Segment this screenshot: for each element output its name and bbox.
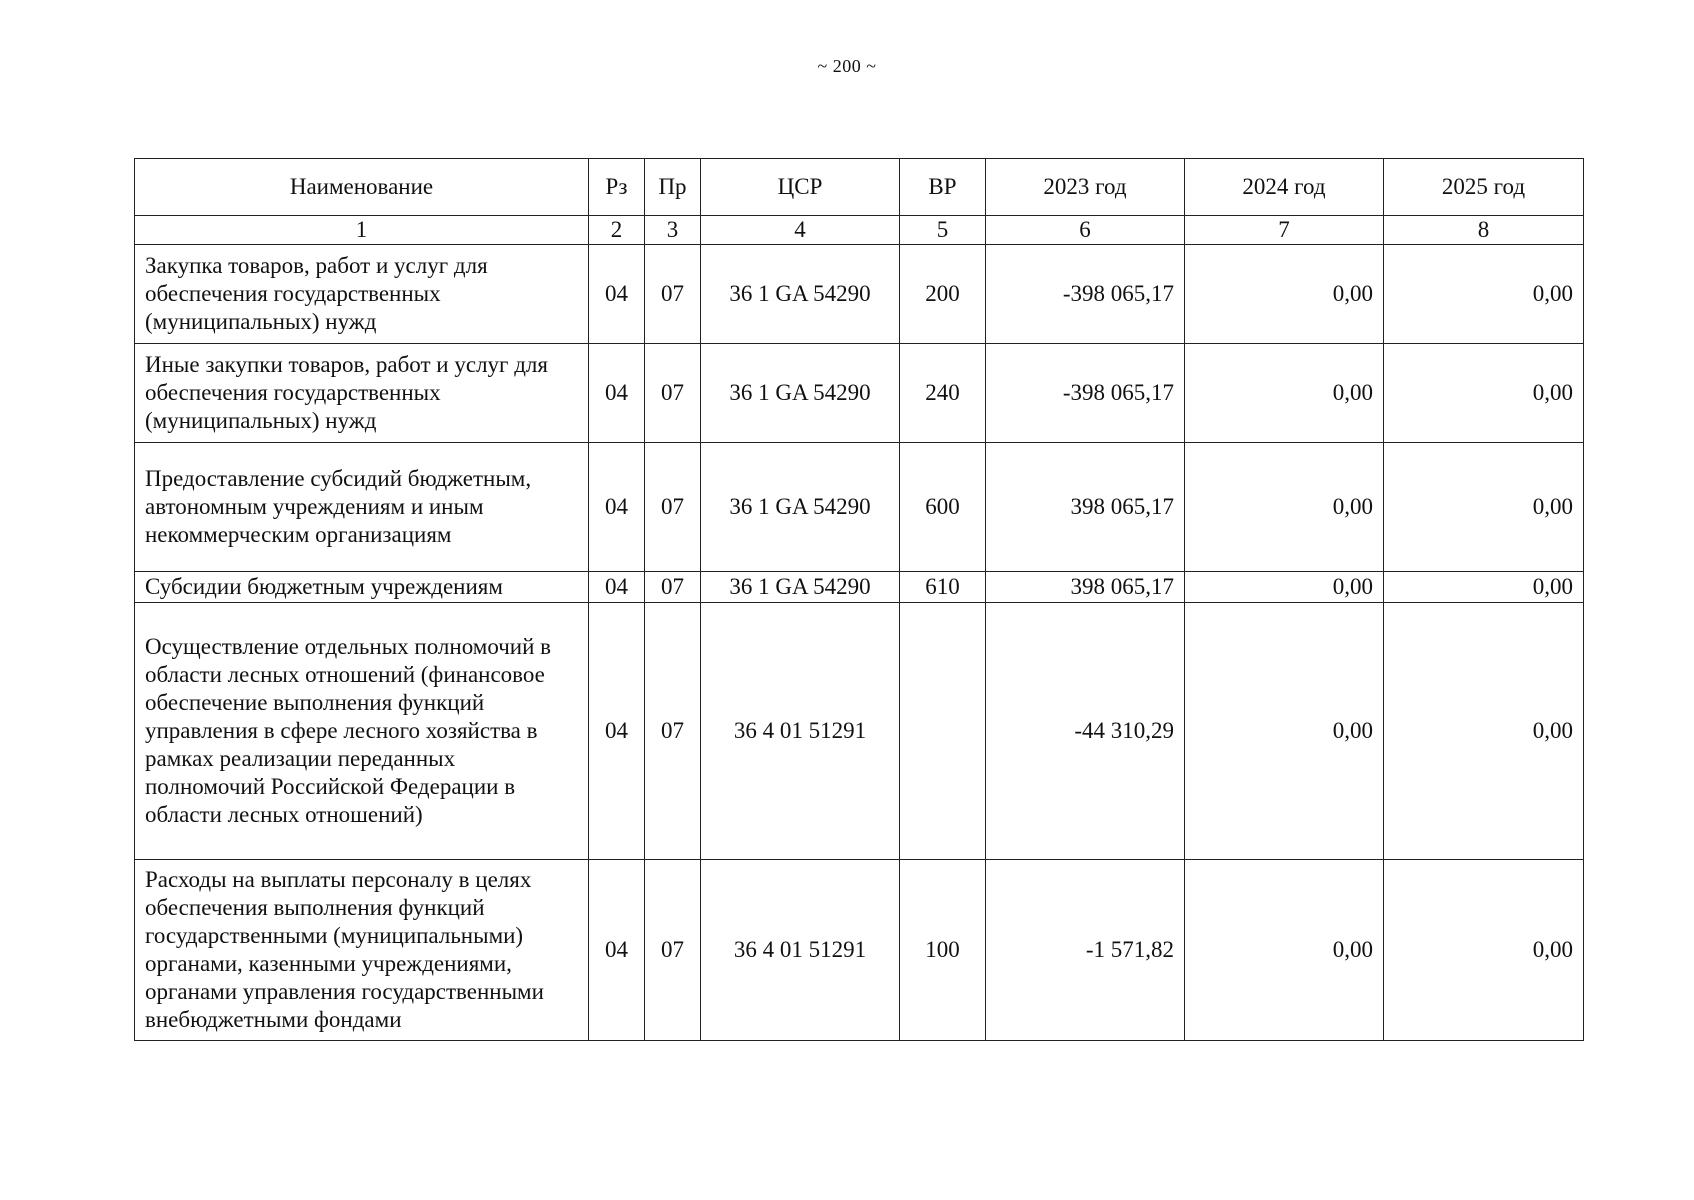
table-row bbox=[135, 603, 1584, 860]
row-2024: 0,00 bbox=[1185, 860, 1384, 1041]
header-name: Наименование bbox=[135, 159, 589, 216]
table-row bbox=[135, 860, 1584, 1041]
row-2023: 398 065,17 bbox=[986, 443, 1185, 572]
row-csr: 36 4 01 51291 bbox=[701, 860, 900, 1041]
row-csr: 36 1 GA 54290 bbox=[701, 572, 900, 603]
row-name: Иные закупки товаров, работ и услуг для обеспечения государственных (муниципальных) нужд bbox=[135, 344, 589, 443]
row-rz: 04 bbox=[589, 443, 645, 572]
page-number: ~ 200 ~ bbox=[817, 56, 877, 76]
row-2023: -398 065,17 bbox=[986, 344, 1185, 443]
row-rz: 04 bbox=[589, 344, 645, 443]
table-row bbox=[135, 245, 1584, 344]
row-csr: 36 1 GA 54290 bbox=[701, 443, 900, 572]
row-pr: 07 bbox=[645, 344, 701, 443]
row-csr: 36 4 01 51291 bbox=[701, 603, 900, 860]
row-rz: 04 bbox=[589, 860, 645, 1041]
header-row bbox=[135, 159, 1584, 216]
header-csr: ЦСР bbox=[701, 159, 900, 216]
header-2023: 2023 год bbox=[986, 159, 1185, 216]
table-row bbox=[135, 443, 1584, 572]
header-2025: 2025 год bbox=[1384, 159, 1584, 216]
row-2025: 0,00 bbox=[1384, 443, 1584, 572]
row-vr: 240 bbox=[900, 344, 986, 443]
row-2023: 398 065,17 bbox=[986, 572, 1185, 603]
row-2024: 0,00 bbox=[1185, 603, 1384, 860]
header-rz: Рз bbox=[589, 159, 645, 216]
row-2025: 0,00 bbox=[1384, 245, 1584, 344]
row-name: Закупка товаров, работ и услуг для обеспечения государственных (муниципальных) нужд bbox=[135, 245, 589, 344]
row-rz: 04 bbox=[589, 572, 645, 603]
row-name: Предоставление субсидий бюджетным, автономным учреждениям и иным некоммерческим организациям bbox=[135, 443, 589, 572]
row-pr: 07 bbox=[645, 860, 701, 1041]
row-2023: -398 065,17 bbox=[986, 245, 1185, 344]
row-2025: 0,00 bbox=[1384, 603, 1584, 860]
row-pr: 07 bbox=[645, 245, 701, 344]
row-name: Субсидии бюджетным учреждениям bbox=[135, 572, 589, 603]
column-number: 2 bbox=[589, 216, 645, 245]
column-number-row bbox=[135, 216, 1584, 245]
header-2024: 2024 год bbox=[1185, 159, 1384, 216]
row-pr: 07 bbox=[645, 572, 701, 603]
column-number: 4 bbox=[701, 216, 900, 245]
row-vr bbox=[900, 603, 986, 860]
column-number: 3 bbox=[645, 216, 701, 245]
row-rz: 04 bbox=[589, 603, 645, 860]
row-csr: 36 1 GA 54290 bbox=[701, 344, 900, 443]
column-number: 7 bbox=[1185, 216, 1384, 245]
row-2023: -1 571,82 bbox=[986, 860, 1185, 1041]
row-csr: 36 1 GA 54290 bbox=[701, 245, 900, 344]
row-vr: 200 bbox=[900, 245, 986, 344]
row-name: Осуществление отдельных полномочий в области лесных отношений (финансовое обеспечение выполнения функций управления в сфере лесного хозяйства в рамках реализации переданных полномочий Российской Федерации в области лесных отношений) bbox=[135, 603, 589, 860]
row-vr: 600 bbox=[900, 443, 986, 572]
table-row bbox=[135, 344, 1584, 443]
row-pr: 07 bbox=[645, 443, 701, 572]
row-pr: 07 bbox=[645, 603, 701, 860]
row-2025: 0,00 bbox=[1384, 344, 1584, 443]
row-2024: 0,00 bbox=[1185, 572, 1384, 603]
column-number: 6 bbox=[986, 216, 1185, 245]
column-number: 1 bbox=[135, 216, 589, 245]
row-name: Расходы на выплаты персоналу в целях обеспечения выполнения функций государственными (муниципальными) органами, казенными учреждениями, органами управления государственными внебюджетными фондами bbox=[135, 860, 589, 1041]
row-2023: -44 310,29 bbox=[986, 603, 1185, 860]
row-2024: 0,00 bbox=[1185, 245, 1384, 344]
row-2025: 0,00 bbox=[1384, 860, 1584, 1041]
row-vr: 100 bbox=[900, 860, 986, 1041]
row-vr: 610 bbox=[900, 572, 986, 603]
table-row bbox=[135, 572, 1584, 603]
column-number: 8 bbox=[1384, 216, 1584, 245]
column-number: 5 bbox=[900, 216, 986, 245]
header-pr: Пр bbox=[645, 159, 701, 216]
row-2024: 0,00 bbox=[1185, 344, 1384, 443]
row-2024: 0,00 bbox=[1185, 443, 1384, 572]
row-2025: 0,00 bbox=[1384, 572, 1584, 603]
budget-table bbox=[134, 158, 1584, 1041]
header-vr: ВР bbox=[900, 159, 986, 216]
row-rz: 04 bbox=[589, 245, 645, 344]
